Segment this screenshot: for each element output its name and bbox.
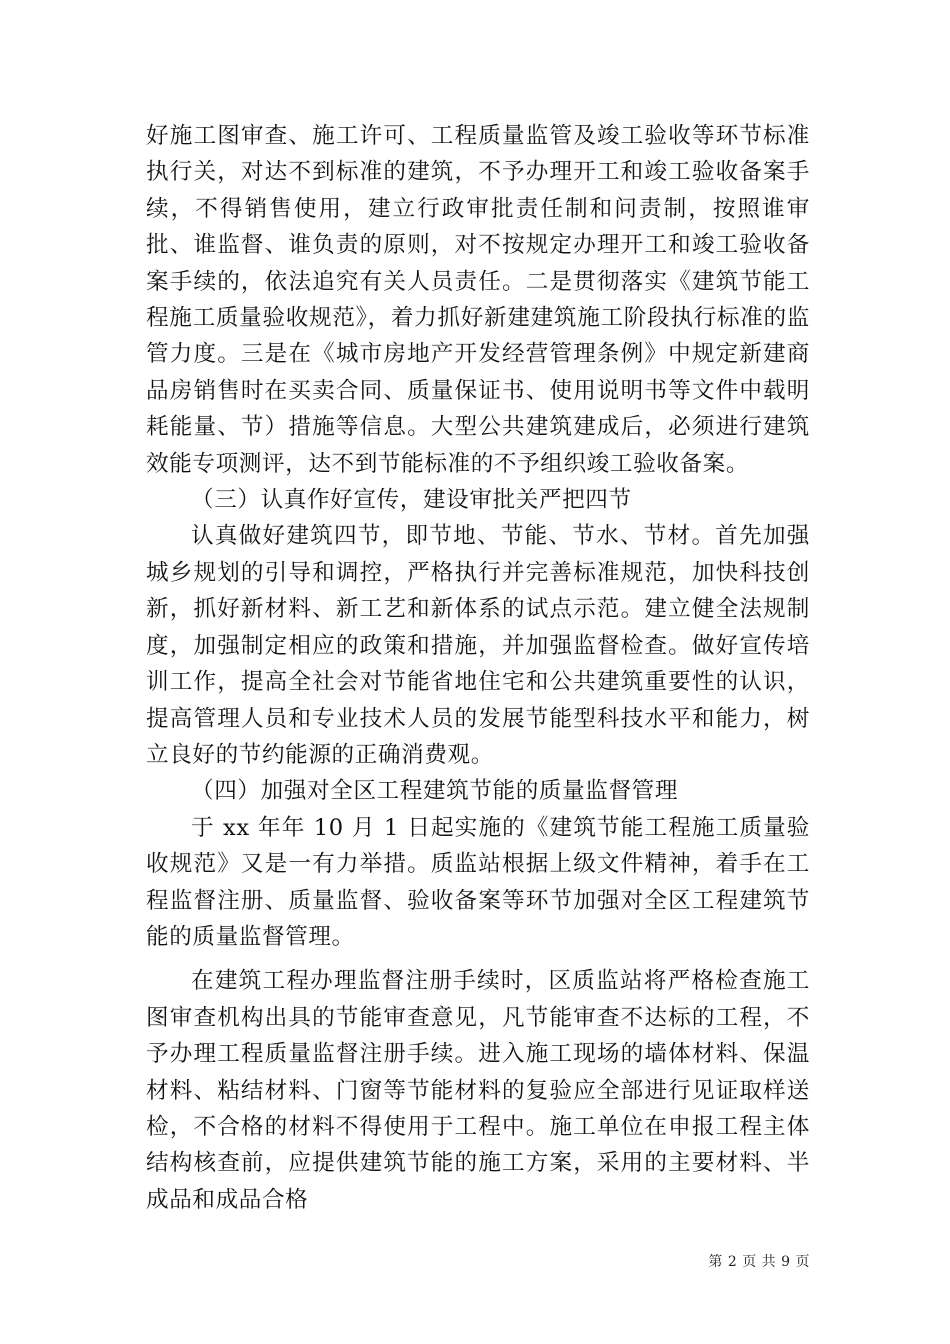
paragraph-continuation: 好施工图审查、施工许可、工程质量监管及竣工验收等环节标准执行关，对达不到标准的建筑，不予办理开工和竣工验收备案手续，不得销售使用，建立行政审批责任制和问责制，按照谁审批、谁监督、谁负责的原则，对不按规定办理开工和竣工验收备案手续的，依法追究有关人员责任。二是贯彻落实《建筑节能工程施工质量验收规范》，着力抓好新建建筑施工阶段执行标准的监管力度。三是在《城市房地产开发经营管理条例》中规定新建商品房销售时在买卖合同、质量保证书、使用说明书等文件中载明耗能量、节）措施等信息。大型公共建筑建成后，必须进行建筑效能专项测评，达不到节能标准的不予组织竣工验收备案。 [146,123,810,477]
document-body [146,118,810,1218]
paragraph-supervision-registration: 在建筑工程办理监督注册手续时，区质监站将严格检查施工图审查机构出具的节能审查意见，凡节能审查不达标的工程，不予办理工程质量监督注册手续。进入施工现场的墙体材料、保温材料、粘结材料、门窗等节能材料的复验应全部进行见证取样送检，不合格的材料不得使用于工程中。施工单位在申报工程主体结构核查前，应提供建筑节能的施工方案，采用的主要材料、半成品和成品合格 [146,968,810,1213]
paragraph-acceptance-code: 于 xx 年年 10 月 1 日起实施的《建筑节能工程施工质量验收规范》又是一有力举措。质监站根据上级文件精神，着手在工程监督注册、质量监督、验收备案等环节加强对全区工程建筑节能的质量监督管理。 [146,814,810,950]
page-number: 第 2 页 共 9 页 [708,1254,810,1270]
section-heading-3: （三）认真作好宣传，建设审批关严把四节 [191,487,632,514]
section-heading-4: （四）加强对全区工程建筑节能的质量监督管理 [191,778,679,805]
paragraph-four-savings: 认真做好建筑四节，即节地、节能、节水、节材。首先加强城乡规划的引导和调控，严格执行并完善标准规范，加快科技创新，抓好新材料、新工艺和新体系的试点示范。建立健全法规制度，加强制定相应的政策和措施，并加强监督检查。做好宣传培训工作，提高全社会对节能省地住宅和公共建筑重要性的认识，提高管理人员和专业技术人员的发展节能型科技水平和能力，树立良好的节约能源的正确消费观。 [146,523,810,768]
